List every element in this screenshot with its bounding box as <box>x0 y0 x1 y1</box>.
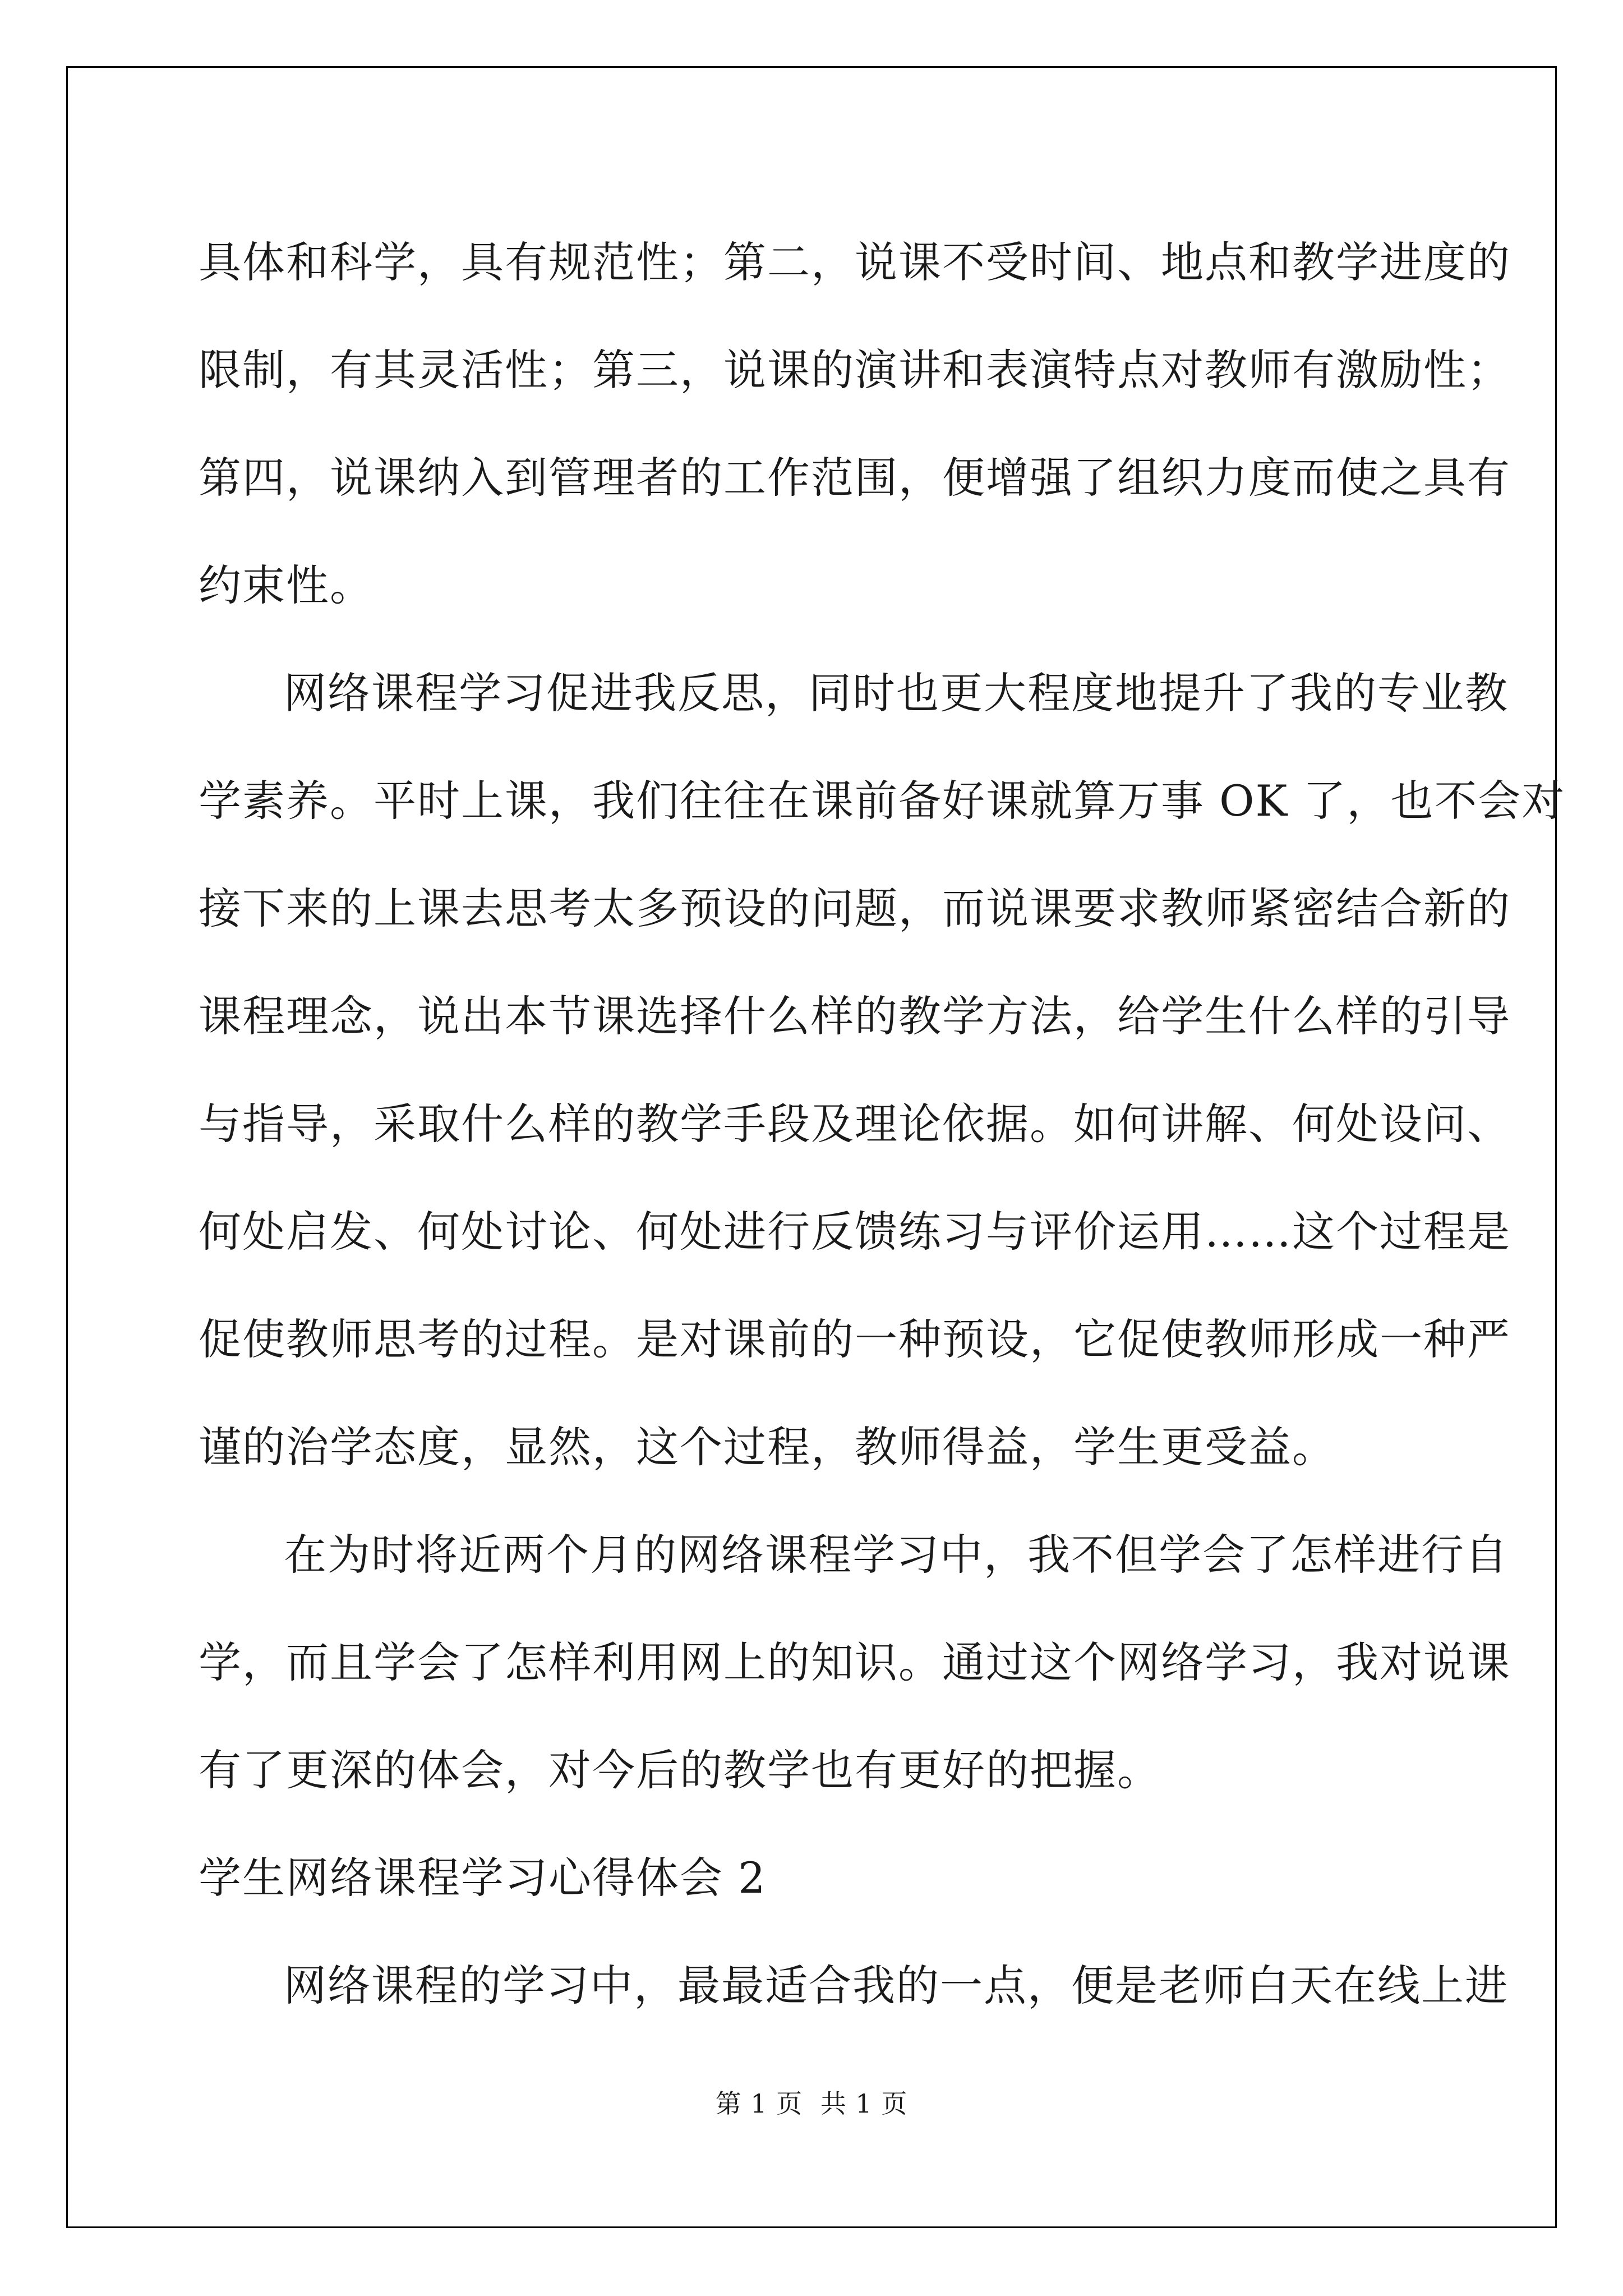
text-line: 有了更深的体会，对今后的教学也有更好的把握。 <box>199 1745 1161 1795</box>
page-footer <box>0 2083 1623 2120</box>
text-line: 具体和科学，具有规范性；第二，说课不受时间、地点和教学进度的 <box>199 237 1511 287</box>
text-line: 学，而且学会了怎样利用网上的知识。通过这个网络学习，我对说课 <box>199 1637 1511 1687</box>
text-line: 课程理念，说出本节课选择什么样的教学方法，给学生什么样的引导 <box>199 991 1511 1041</box>
text-line: 学素养。平时上课，我们往往在课前备好课就算万事 OK 了，也不会对 <box>199 776 1566 826</box>
paragraph-start-line: 网络课程的学习中，最最适合我的一点，便是老师白天在线上进 <box>284 1961 1509 2010</box>
text-line: 与指导，采取什么样的教学手段及理论依据。如何讲解、何处设问、 <box>199 1099 1511 1149</box>
document-body <box>199 209 1566 2040</box>
text-line: 何处启发、何处讨论、何处进行反馈练习与评价运用……这个过程是 <box>199 1207 1511 1257</box>
text-line: 促使教师思考的过程。是对课前的一种预设，它促使教师形成一种严 <box>199 1314 1511 1364</box>
section-heading: 学生网络课程学习心得体会 2 <box>199 1853 767 1903</box>
text-line: 接下来的上课去思考太多预设的问题，而说课要求教师紧密结合新的 <box>199 884 1511 933</box>
text-line: 限制，有其灵活性；第三，说课的演讲和表演特点对教师有激励性； <box>199 345 1511 395</box>
text-line: 谨的治学态度，显然，这个过程，教师得益，学生更受益。 <box>199 1422 1336 1472</box>
text-line: 第四，说课纳入到管理者的工作范围，便增强了组织力度而使之具有 <box>199 453 1511 503</box>
paragraph-start-line: 网络课程学习促进我反思，同时也更大程度地提升了我的专业教 <box>284 668 1509 718</box>
paragraph-start-line: 在为时将近两个月的网络课程学习中，我不但学会了怎样进行自 <box>284 1530 1509 1580</box>
page-number-current: 第 1 页 <box>715 2088 803 2119</box>
text-line: 约束性。 <box>199 560 374 610</box>
page-number-total: 共 1 页 <box>820 2088 908 2119</box>
